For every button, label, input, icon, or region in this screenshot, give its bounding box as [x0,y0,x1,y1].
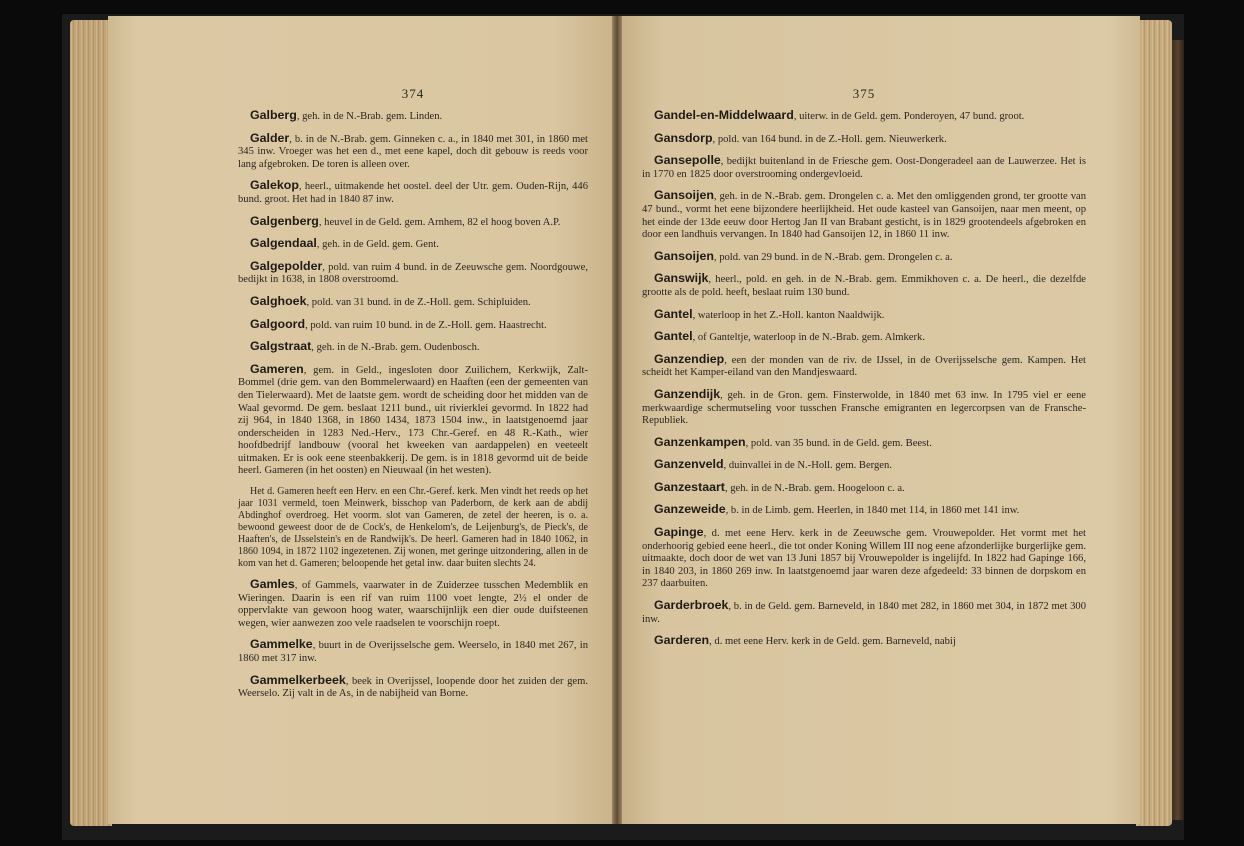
dictionary-entry [642,250,1086,265]
left-page [108,16,612,824]
dictionary-entry [642,634,1086,649]
entry-headword: Garderbroek [654,598,729,613]
dictionary-entry [238,638,588,665]
entry-text: , uiterw. in de Geld. gem. Ponderoyen, 47 bund. groot. [793,111,1025,122]
dictionary-entry [642,132,1086,147]
entry-headword: Ganzeweide [654,502,726,517]
dictionary-entry [238,132,588,172]
entry-headword: Galgoord [250,316,306,331]
dictionary-entry [238,179,588,206]
entry-text: , pold. van 35 bund. in de Geld. gem. Beest. [745,437,932,449]
entry-text: , pold. van 31 bund. in de Z.-Holl. gem. Schipluiden. [306,296,531,308]
entry-text: , beek in Overijssel, loopende door het zuiden der gem. Weerselo. Zij valt in de As, in de nabijheid van Borne. [238,675,588,700]
entry-headword: Galgepolder [250,258,323,273]
entry-list [238,109,588,478]
entry-headword: Gansdorp [654,130,713,145]
book-cover-edge [1172,40,1184,820]
entry-text: , duinvallei in de N.-Holl. gem. Bergen. [723,460,892,472]
entry-text: , buurt in de Overijsselsche gem. Weerselo, in 1840 met 267, in 1860 met 317 inw. [238,640,588,665]
entry-text: , bedijkt buitenland in de Friesche gem. Oost-Dongeradeel aan de Lauwerzee. Het is in 1770 en 1825 door overstrooming ondergevloeid. [642,156,1086,180]
dictionary-entry [238,674,588,701]
dictionary-entry [238,215,588,230]
entry-headword: Gantel [654,306,693,321]
entry-text: , b. in de N.-Brab. gem. Ginneken c. a., in 1840 met 301, in 1860 met 345 inw. Vroeger was het een d., met eene kapel, doch dit gebouw is reeds voor lang afgebroken. De toren is alleen over. [238,133,588,170]
entry-text: , pold. van ruim 10 bund. in de Z.-Holl. gem. Haastrecht. [305,319,547,331]
dictionary-entry [642,189,1086,241]
dictionary-entry [238,109,588,124]
entry-text: , geh. in de Gron. gem. Finsterwolde, in 1840 met 63 inw. In 1795 viel er eene merkwaardige schermutseling voor tusschen Fransche emigranten en legercorpsen van de Fransche-Republiek. [642,389,1086,427]
entry-text: , pold. van 164 bund. in de Z.-Holl. gem. Nieuwerkerk. [712,133,947,145]
page-number: 374 [401,86,425,101]
entry-headword: Ganzendiep [654,351,725,366]
entry-text: , geh. in de N.-Brab. gem. Drongelen c. a. Met den omliggenden grond, ter grootte van 47 bund., vormt het eene bijzondere heerlijkheid. Het oude kasteel van Gansoijen, naar men meent, op het einde der 13de eeuw door Hertog Jan II van Brabant gesticht, is in 1829 grootendeels afgebroken en door een landhuis vervangen. In 1840 had Gansoijen 12, in 1860 11 inw. [642,191,1086,241]
dictionary-entry [642,308,1086,323]
entry-headword: Ganzenveld [654,457,724,472]
entry-headword: Gamles [250,577,295,592]
entry-text: , pold. van ruim 4 bund. in de Zeeuwsche gem. Noordgouwe, bedijkt in 1638, in 1808 overstroomd. [238,261,588,286]
entry-headword: Galekop [250,178,299,193]
entry-headword: Ganzendijk [654,386,721,401]
entry-text: , gem. in Geld., ingesloten door Zuilichem, Kerkwijk, Zalt-Bommel (drie gem. van den Bommelerwaard) en Haaften (een der gemeenten van den Tielerwaard). Met de laatste gem. wordt de scheiding door het midden van de Waal gevormd. De gem. beslaat 1211 bund., uit rivierklei gevormd. In 1822 had zij 964, in 1840 1368, in 1860 1434, 1873 1504 inw., in laatstgenoemd jaar onderscheiden in 1283 Ned.-Herv., 173 Chr.-Geref. en 48 R.-Kath., wier hoofdbedrijf landbouw (vooral het kweeken van aardappelen) en veeteelt uitmaken. Er is ook eene steenbakkerij. De gem. is in 1818 gevormd uit de beide heerl. Gameren (in het oosten) en Nieuwaal (in het westen). [238,364,588,477]
dictionary-entry [238,237,588,252]
entry-headword: Galberg [250,108,297,122]
entry-text: , of Ganteltje, waterloop in de N.-Brab. gem. Almkerk. [692,332,925,344]
entry-headword: Garderen [654,633,710,648]
entry-headword: Gandel-en-Middelwaard [654,108,794,122]
dictionary-entry [642,353,1086,380]
entry-headword: Ganswijk [654,271,709,286]
entry-text: , d. met eene Herv. kerk in de Zeeuwsche gem. Vrouwepolder. Het vormt met het onderhoorig gebied eene heerl., die tot onder Koning Willem III nog eene afzonderlijke burgerlijke gem. uitmaakte, doch door de wet van 13 Juni 1857 bij Vrouwepolder is ingelijfd. In 1822 had Gapinge 166, in 1840 203, in 1860 269 inw. In laatstgenoemd jaar waren deze afgedeeld: 33 binnen de dorpskom en 237 daarbuiten. [642,528,1086,590]
entry-text: , heuvel in de Geld. gem. Arnhem, 82 el hoog boven A.P. [318,216,561,228]
entry-headword: Ganzestaart [654,479,725,494]
entry-list [642,109,1086,649]
entry-headword: Gansoijen [654,188,714,203]
entry-text: , b. in de Limb. gem. Heerlen, in 1840 met 114, in 1860 met 141 inw. [725,505,1020,517]
entry-text: , geh. in de N.-Brab. gem. Hoogeloon c. a. [724,482,905,494]
entry-headword: Gammelkerbeek [250,672,346,687]
dictionary-entry [238,340,588,355]
dictionary-entry [642,330,1086,345]
entry-headword: Galder [250,130,290,145]
entry-headword: Gansoijen [654,248,714,263]
entry-subparagraph: Het d. Gameren heeft een Herv. en een Chr.-Geref. kerk. Men vindt het reeds op het jaar 1031 vermeld, toen Meinwerk, bisschop van Paderborn, de kerk aan de abdij Abdinghof overdroeg. Het voorm. slot van Gameren, de zetel der heeren, is o. a. bewoond geweest door de de Cock's, de Henkelom's, de Leijenburg's, de Pieck's, de Haaften's, de IJsselstein's en de Randwijk's. De heerl. Gameren had in 1840 1062, in 1860 1094, in 1872 1102 ingezetenen. Zij wonen, met geringe uitzondering, allen in de kom van het d. Gameren; beloopende het getal inw. daar buiten slechts 24. [238,486,588,570]
entry-headword: Galghoek [250,293,307,308]
dictionary-entry [642,388,1086,428]
dictionary-entry [238,578,588,630]
entry-headword: Ganzenkampen [654,434,746,449]
entry-text: , d. met eene Herv. kerk in de Geld. gem. Barneveld, nabij [709,636,956,648]
entry-headword: Galgendaal [250,236,317,251]
dictionary-entry [642,272,1086,299]
dictionary-entry [642,458,1086,473]
entry-text: , geh. in de Geld. gem. Gent. [316,239,439,251]
entry-headword: Gantel [654,329,693,344]
dictionary-entry [642,526,1086,591]
dictionary-entry [238,295,588,310]
page-number: 375 [852,86,876,101]
entry-text: , pold. van 29 bund. in de N.-Brab. gem. Drongelen c. a. [713,251,953,263]
right-page-edges [1136,20,1172,826]
entry-text: , heerl., uitmakende het oostel. deel der Utr. gem. Ouden-Rijn, 446 bund. groot. Het had in 1840 87 inw. [238,181,588,205]
left-page-edges [70,20,112,826]
dictionary-entry [238,260,588,287]
entry-headword: Gapinge [654,525,704,540]
entry-headword: Gameren [250,361,304,376]
entry-text: , of Gammels, vaarwater in de Zuiderzee tusschen Medemblik en Wieringen. Daarin is een rif van ruim 1100 voet lengte, 2½ el onder de oppervlakte van gewoon hoog water, waarschijnlijk een dier oude duifsteenen wegen, wier aanwezen zoo vele raadselen te voorschijn roept. [238,580,588,629]
entry-text: , b. in de Geld. gem. Barneveld, in 1840 met 282, in 1860 met 304, in 1872 met 300 inw. [642,601,1086,625]
entry-text: , een der monden van de riv. de IJssel, in de Overijsselsche gem. Kampen. Het scheidt het Kamper-eiland van den Mandjeswaard. [642,354,1086,379]
entry-text: , heerl., pold. en geh. in de N.-Brab. gem. Emmikhoven c. a. De heerl., die dezelfde grootte als de pold. heeft, beslaat ruim 130 bund. [642,274,1086,298]
entry-headword: Gammelke [250,637,313,652]
dictionary-entry [238,363,588,478]
dictionary-entry [642,154,1086,181]
dictionary-entry [238,318,588,333]
entry-headword: Galgenberg [250,213,319,228]
right-page [622,16,1140,824]
entry-text: , geh. in de N.-Brab. gem. Linden. [296,111,443,122]
dictionary-entry [642,109,1086,124]
entry-headword: Galgstraat [250,339,312,354]
entry-list [238,578,588,701]
dictionary-entry [642,436,1086,451]
entry-headword: Gansepolle [654,153,721,168]
dictionary-entry [642,481,1086,496]
dictionary-entry [642,503,1086,518]
book-gutter [612,16,622,824]
entry-text: , waterloop in het Z.-Holl. kanton Naaldwijk. [692,309,885,321]
dictionary-entry [642,599,1086,626]
entry-text: , geh. in de N.-Brab. gem. Oudenbosch. [311,342,480,354]
